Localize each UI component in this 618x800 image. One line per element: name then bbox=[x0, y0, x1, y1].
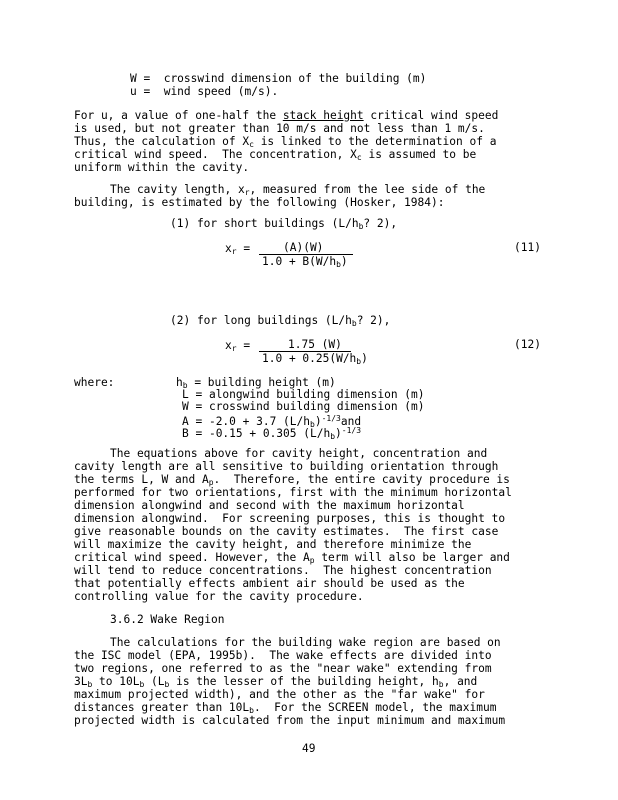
where-def-w: W = crosswind building dimension (m) bbox=[182, 400, 425, 413]
where-def-l: L = alongwind building dimension (m) bbox=[182, 388, 425, 401]
para-eq-line-7: give reasonable bounds on the cavity estimates. The first case bbox=[74, 525, 499, 538]
eq11-denominator: $1.0 + B(W/h_b)$ bbox=[262, 255, 348, 269]
para-eq-line-1: The equations above for cavity height, concentration and bbox=[110, 447, 488, 460]
para-u-line-2: is used, but not greater than 10 m/s and not less than 1 m/s. bbox=[74, 122, 485, 135]
eq11-numerator: (A)(W) bbox=[283, 241, 324, 254]
para-wake-line-7: projected width is calculated from the input minimum and maximum bbox=[74, 714, 506, 727]
eq11-number: (11) bbox=[514, 241, 541, 254]
para-eq-line-3: the terms L, W and $A_p$. Therefore, the entire cavity procedure is bbox=[74, 473, 510, 487]
eq12-numerator: 1.75 (W) bbox=[288, 338, 342, 351]
para-wake-line-3: two regions, one referred to as the "near wake" extending from bbox=[74, 662, 492, 675]
para-u-line-1: For u, a value of one-half the stack height critical wind speed bbox=[74, 109, 499, 122]
para-wake-line-2: the ISC model (EPA, 1995b). The wake effects are divided into bbox=[74, 649, 492, 662]
where-def-b: B = -0.15 + 0.305 $(L/h_b)^{-1/3}$ bbox=[182, 426, 362, 441]
para-eq-line-10: will tend to reduce concentrations. The highest concentration bbox=[74, 564, 492, 577]
eq11-lhs: $x_r$ = bbox=[225, 242, 257, 256]
para-eq-line-8: will maximize the cavity height, and therefore minimize the bbox=[74, 538, 472, 551]
para-eq-line-4: performed for two orientations, first with the minimum horizontal bbox=[74, 486, 512, 499]
page-number: 49 bbox=[302, 742, 316, 755]
para-wake-line-1: The calculations for the building wake region are based on bbox=[110, 636, 501, 649]
eq12-lhs: $x_r$ = bbox=[225, 339, 257, 353]
para-u-line-5: uniform within the cavity. bbox=[74, 161, 250, 174]
where-def-hb: $h_b$ = building height (m) bbox=[176, 376, 336, 390]
para-cavity-line-2: building, is estimated by the following (Hosker, 1984): bbox=[74, 196, 445, 209]
eq12-denominator: $1.0 + 0.25(W/h_b)$ bbox=[262, 352, 368, 366]
para-wake-line-5: maximum projected width), and the other as the "far wake" for bbox=[74, 688, 485, 701]
section-heading: 3.6.2 Wake Region bbox=[110, 613, 225, 626]
para-eq-line-5: dimension alongwind and second with the maximum horizontal bbox=[74, 499, 465, 512]
para-u-line-4: critical wind speed. The concentration, $X_c$ is assumed to be bbox=[74, 148, 477, 162]
where-label: where: bbox=[74, 376, 115, 389]
where-def-a: A = -2.0 + 3.7 $(L/h_b)^{-1/3}and$ bbox=[182, 414, 362, 429]
para-wake-line-4: $3L_b$ to $10L_b$ ($L_b$ is the lesser of the building height, $h_b$, and bbox=[74, 675, 478, 689]
para-eq-line-12: controlling value for the cavity procedure. bbox=[74, 590, 364, 603]
para-eq-line-9: critical wind speed. However, the $A_p$ term will also be larger and bbox=[74, 551, 510, 565]
definition-u: u = wind speed (m/s). bbox=[130, 85, 279, 98]
para-eq-line-6: dimension alongwind. For screening purposes, this is thought to bbox=[74, 512, 506, 525]
para-eq-line-11: that potentially effects ambient air should be used as the bbox=[74, 577, 465, 590]
para-u-line-3: Thus, the calculation of $X_c$ is linked to the determination of a bbox=[74, 135, 497, 149]
case-short-buildings: (1) for short buildings ($L/h_b$? 2), bbox=[170, 217, 398, 231]
definition-w: W = crosswind dimension of the building (m) bbox=[130, 72, 427, 85]
para-wake-line-6: distances greater than $10L_b$. For the SCREEN model, the maximum bbox=[74, 701, 497, 715]
para-cavity-line-1: The cavity length, $x_r$, measured from the lee side of the bbox=[110, 183, 486, 197]
para-eq-line-2: cavity length are all sensitive to building orientation through bbox=[74, 460, 499, 473]
case-long-buildings: (2) for long buildings ($L/h_b$? 2), bbox=[170, 314, 391, 328]
eq12-number: (12) bbox=[514, 338, 541, 351]
